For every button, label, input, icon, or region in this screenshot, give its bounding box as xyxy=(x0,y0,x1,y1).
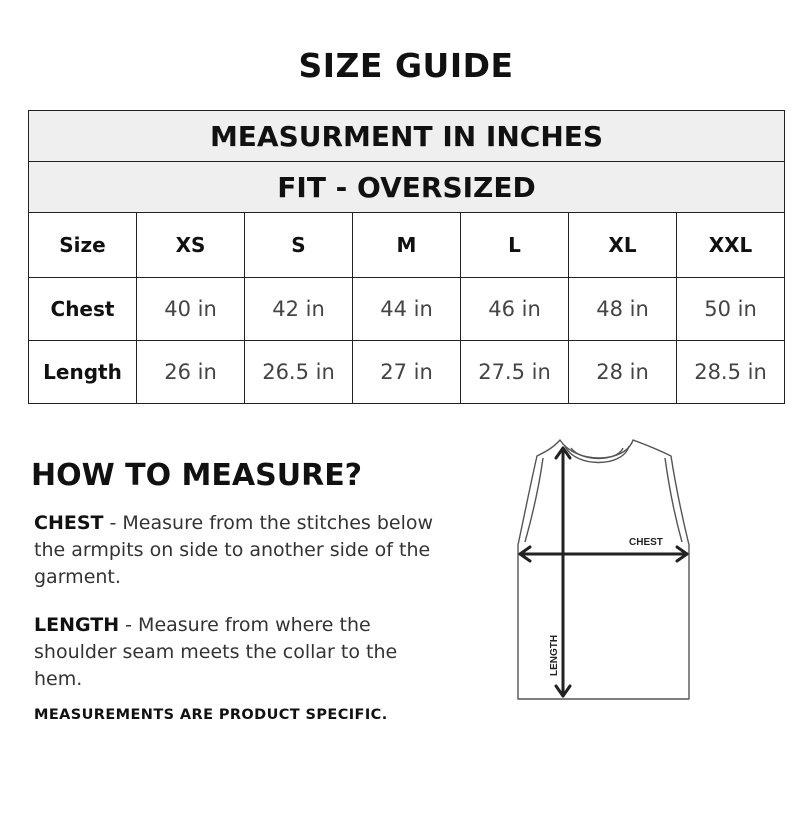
length-cell: 28 in xyxy=(569,341,677,404)
chest-description: - Measure from the stitches below the armpits on side to another side of the garment. xyxy=(34,512,434,588)
length-cell: 27 in xyxy=(353,341,461,404)
table-row-chest xyxy=(29,278,785,341)
chest-instructions xyxy=(34,510,434,591)
length-row-label: Length xyxy=(29,341,137,404)
size-cell: XS xyxy=(137,213,245,278)
size-cell: S xyxy=(245,213,353,278)
size-cell: XL xyxy=(569,213,677,278)
tank-top-diagram xyxy=(505,432,705,712)
chest-cell: 50 in xyxy=(677,278,785,341)
size-cell: XXL xyxy=(677,213,785,278)
table-row-sizes xyxy=(29,213,785,278)
chest-cell: 42 in xyxy=(245,278,353,341)
chest-cell: 48 in xyxy=(569,278,677,341)
length-cell: 26 in xyxy=(137,341,245,404)
length-diagram-label: LENGTH xyxy=(549,634,560,676)
garment-outline xyxy=(518,440,689,699)
length-cell: 26.5 in xyxy=(245,341,353,404)
how-to-measure-heading: HOW TO MEASURE? xyxy=(31,458,363,493)
size-cell: M xyxy=(353,213,461,278)
chest-diagram-label: CHEST xyxy=(629,537,663,548)
size-cell: L xyxy=(461,213,569,278)
chest-cell: 40 in xyxy=(137,278,245,341)
length-cell: 28.5 in xyxy=(677,341,785,404)
table-header-fit: FIT - OVERSIZED xyxy=(29,162,785,213)
length-description: - Measure from where the shoulder seam meets the collar to the hem. xyxy=(34,614,398,690)
chest-term: CHEST xyxy=(34,512,104,534)
page-title: SIZE GUIDE xyxy=(298,46,514,85)
table-row-length xyxy=(29,341,785,404)
table-header-measurement: MEASURMENT IN INCHES xyxy=(29,111,785,162)
size-chart-table xyxy=(28,110,785,404)
length-instructions xyxy=(34,612,434,693)
length-cell: 27.5 in xyxy=(461,341,569,404)
chest-row-label: Chest xyxy=(29,278,137,341)
product-specific-note: MEASUREMENTS ARE PRODUCT SPECIFIC. xyxy=(34,707,388,723)
chest-cell: 46 in xyxy=(461,278,569,341)
size-row-label: Size xyxy=(29,213,137,278)
length-term: LENGTH xyxy=(34,614,120,636)
chest-cell: 44 in xyxy=(353,278,461,341)
